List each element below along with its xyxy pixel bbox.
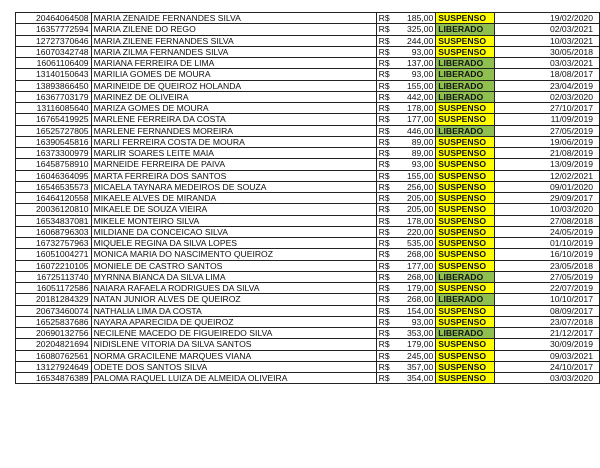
amount-cell — [376, 69, 436, 80]
date-cell: 19/06/2019 — [495, 136, 600, 147]
date-cell: 11/09/2019 — [495, 114, 600, 125]
name-cell: MIQUELE REGINA DA SILVA LOPES — [91, 238, 376, 249]
date-cell: 19/02/2020 — [495, 13, 600, 24]
amount-value: 357,00 — [406, 361, 434, 372]
status-cell: SUSPENSO — [436, 305, 495, 316]
name-cell: MARILIA GOMES DE MOURA — [91, 69, 376, 80]
id-cell: 20036120810 — [16, 204, 92, 215]
amount-cell — [376, 181, 436, 192]
date-cell: 12/02/2021 — [495, 170, 600, 181]
table-row — [16, 91, 600, 102]
date-cell: 09/03/2021 — [495, 350, 600, 361]
id-cell: 13116085640 — [16, 103, 92, 114]
currency-symbol: R$ — [378, 46, 390, 57]
amount-value: 205,00 — [406, 193, 434, 204]
amount-cell — [376, 46, 436, 57]
amount-cell — [376, 193, 436, 204]
currency-symbol: R$ — [378, 125, 390, 136]
amount-value: 179,00 — [406, 339, 434, 350]
amount-value: 268,00 — [406, 294, 434, 305]
id-cell: 16464120558 — [16, 193, 92, 204]
currency-symbol: R$ — [378, 283, 390, 294]
amount-cell — [376, 148, 436, 159]
amount-cell — [376, 339, 436, 350]
status-cell: SUSPENSO — [436, 238, 495, 249]
name-cell: MYRNNA BIANCA DA SILVA LIMA — [91, 271, 376, 282]
currency-symbol: R$ — [378, 350, 390, 361]
name-cell: MICAELA TAYNARA MEDEIROS DE SOUZA — [91, 181, 376, 192]
name-cell: NIDISLENE VITORIA DA SILVA SANTOS — [91, 339, 376, 350]
amount-value: 178,00 — [406, 215, 434, 226]
table-row — [16, 148, 600, 159]
date-cell: 03/03/2021 — [495, 58, 600, 69]
amount-value: 268,00 — [406, 271, 434, 282]
table-row — [16, 24, 600, 35]
amount-value: 89,00 — [411, 136, 434, 147]
currency-symbol: R$ — [378, 170, 390, 181]
table-row — [16, 226, 600, 237]
amount-cell — [376, 125, 436, 136]
amount-value: 93,00 — [411, 69, 434, 80]
table-row — [16, 328, 600, 339]
status-cell: SUSPENSO — [436, 35, 495, 46]
date-cell: 22/07/2019 — [495, 283, 600, 294]
amount-value: 178,00 — [406, 103, 434, 114]
status-cell: SUSPENSO — [436, 13, 495, 24]
table-row — [16, 361, 600, 372]
currency-symbol: R$ — [378, 35, 390, 46]
date-cell: 30/09/2019 — [495, 339, 600, 350]
date-cell: 27/08/2018 — [495, 215, 600, 226]
amount-cell — [376, 316, 436, 327]
date-cell: 24/10/2017 — [495, 361, 600, 372]
id-cell: 20204821694 — [16, 339, 92, 350]
name-cell: NAYARA APARECIDA DE QUEIROZ — [91, 316, 376, 327]
currency-symbol: R$ — [378, 24, 390, 35]
amount-cell — [376, 238, 436, 249]
amount-cell — [376, 373, 436, 384]
amount-value: 245,00 — [406, 350, 434, 361]
amount-cell — [376, 249, 436, 260]
currency-symbol: R$ — [378, 103, 390, 114]
date-cell: 24/05/2019 — [495, 226, 600, 237]
table-row — [16, 159, 600, 170]
currency-symbol: R$ — [378, 114, 390, 125]
status-cell: SUSPENSO — [436, 46, 495, 57]
status-cell: LIBERADO — [436, 125, 495, 136]
currency-symbol: R$ — [378, 193, 390, 204]
name-cell: MIKAELE ALVES DE MIRANDA — [91, 193, 376, 204]
name-cell: MARIZA GOMES DE MOURA — [91, 103, 376, 114]
currency-symbol: R$ — [378, 215, 390, 226]
amount-value: 325,00 — [406, 24, 434, 35]
table-row — [16, 249, 600, 260]
date-cell: 01/10/2019 — [495, 238, 600, 249]
name-cell: ODETE DOS SANTOS SILVA — [91, 361, 376, 372]
amount-cell — [376, 215, 436, 226]
table-row — [16, 35, 600, 46]
amount-cell — [376, 58, 436, 69]
table-row — [16, 339, 600, 350]
date-cell: 16/10/2019 — [495, 249, 600, 260]
id-cell: 16373300979 — [16, 148, 92, 159]
name-cell: MARNEIDE FERREIRA DE PAIVA — [91, 159, 376, 170]
date-cell: 21/12/2017 — [495, 328, 600, 339]
status-cell: SUSPENSO — [436, 148, 495, 159]
currency-symbol: R$ — [378, 294, 390, 305]
amount-value: 155,00 — [406, 170, 434, 181]
table-row — [16, 46, 600, 57]
date-cell: 10/03/2020 — [495, 204, 600, 215]
table-row — [16, 13, 600, 24]
status-cell: SUSPENSO — [436, 103, 495, 114]
date-cell: 29/09/2017 — [495, 193, 600, 204]
date-cell: 27/05/2019 — [495, 125, 600, 136]
id-cell: 13127924649 — [16, 361, 92, 372]
currency-symbol: R$ — [378, 339, 390, 350]
id-cell: 16068796303 — [16, 226, 92, 237]
id-cell: 16525837686 — [16, 316, 92, 327]
id-cell: 16051004271 — [16, 249, 92, 260]
table-row — [16, 294, 600, 305]
status-cell: SUSPENSO — [436, 114, 495, 125]
amount-cell — [376, 204, 436, 215]
status-cell: SUSPENSO — [436, 215, 495, 226]
name-cell: MARINEIDE DE QUEIROZ HOLANDA — [91, 80, 376, 91]
amount-value: 220,00 — [406, 226, 434, 237]
currency-symbol: R$ — [378, 249, 390, 260]
amount-value: 244,00 — [406, 35, 434, 46]
id-cell: 16534837081 — [16, 215, 92, 226]
date-cell: 13/09/2019 — [495, 159, 600, 170]
amount-value: 177,00 — [406, 114, 434, 125]
status-cell: SUSPENSO — [436, 204, 495, 215]
date-cell: 23/07/2018 — [495, 316, 600, 327]
status-cell: LIBERADO — [436, 328, 495, 339]
id-cell: 16534876389 — [16, 373, 92, 384]
table-row — [16, 69, 600, 80]
currency-symbol: R$ — [378, 80, 390, 91]
id-cell: 16357772594 — [16, 24, 92, 35]
status-cell: SUSPENSO — [436, 226, 495, 237]
status-cell: SUSPENSO — [436, 373, 495, 384]
id-cell: 16458758910 — [16, 159, 92, 170]
name-cell: MARIA ZILENE DO REGO — [91, 24, 376, 35]
currency-symbol: R$ — [378, 69, 390, 80]
name-cell: MARIA ZILMA FERNANDES SILVA — [91, 46, 376, 57]
id-cell: 16546535573 — [16, 181, 92, 192]
id-cell: 16725113740 — [16, 271, 92, 282]
table-row — [16, 305, 600, 316]
status-cell: SUSPENSO — [436, 159, 495, 170]
currency-symbol: R$ — [378, 58, 390, 69]
name-cell: MILDIANE DA CONCEICAO SILVA — [91, 226, 376, 237]
date-cell: 02/03/2020 — [495, 91, 600, 102]
amount-cell — [376, 80, 436, 91]
table-row — [16, 204, 600, 215]
amount-cell — [376, 226, 436, 237]
currency-symbol: R$ — [378, 226, 390, 237]
amount-cell — [376, 305, 436, 316]
currency-symbol: R$ — [378, 204, 390, 215]
status-cell: LIBERADO — [436, 271, 495, 282]
amount-value: 155,00 — [406, 80, 434, 91]
table-row — [16, 283, 600, 294]
status-cell: SUSPENSO — [436, 249, 495, 260]
name-cell: MIKELE MONTEIRO SILVA — [91, 215, 376, 226]
amount-cell — [376, 350, 436, 361]
status-cell: SUSPENSO — [436, 170, 495, 181]
amount-cell — [376, 271, 436, 282]
table-row — [16, 181, 600, 192]
amount-cell — [376, 260, 436, 271]
table-body — [16, 13, 600, 384]
amount-value: 93,00 — [411, 159, 434, 170]
currency-symbol: R$ — [378, 91, 390, 102]
amount-value: 89,00 — [411, 148, 434, 159]
status-cell: SUSPENSO — [436, 260, 495, 271]
currency-symbol: R$ — [378, 260, 390, 271]
amount-cell — [376, 24, 436, 35]
currency-symbol: R$ — [378, 136, 390, 147]
currency-symbol: R$ — [378, 13, 390, 24]
amount-cell — [376, 136, 436, 147]
name-cell: MONIELE DE CASTRO SANTOS — [91, 260, 376, 271]
table-row — [16, 80, 600, 91]
name-cell: NATAN JUNIOR ALVES DE QUEIROZ — [91, 294, 376, 305]
amount-value: 93,00 — [411, 46, 434, 57]
id-cell: 16051172586 — [16, 283, 92, 294]
table-row — [16, 260, 600, 271]
currency-symbol: R$ — [378, 148, 390, 159]
status-cell: LIBERADO — [436, 294, 495, 305]
name-cell: MARIA ZENAIDE FERNANDES SILVA — [91, 13, 376, 24]
date-cell: 27/10/2017 — [495, 103, 600, 114]
amount-cell — [376, 159, 436, 170]
amount-cell — [376, 91, 436, 102]
amount-value: 93,00 — [411, 316, 434, 327]
amount-value: 354,00 — [406, 373, 434, 384]
status-cell: LIBERADO — [436, 58, 495, 69]
table-row — [16, 373, 600, 384]
date-cell: 23/04/2019 — [495, 80, 600, 91]
name-cell: MIKAELE DE SOUZA VIEIRA — [91, 204, 376, 215]
name-cell: MONICA MARIA DO NASCIMENTO QUEIROZ — [91, 249, 376, 260]
amount-cell — [376, 283, 436, 294]
amount-cell — [376, 361, 436, 372]
table-row — [16, 170, 600, 181]
id-cell: 20464064508 — [16, 13, 92, 24]
name-cell: MARLI FERREIRA COSTA DE MOURA — [91, 136, 376, 147]
id-cell: 16525727805 — [16, 125, 92, 136]
table-row — [16, 136, 600, 147]
status-cell: LIBERADO — [436, 80, 495, 91]
id-cell: 20181284329 — [16, 294, 92, 305]
id-cell: 20690132756 — [16, 328, 92, 339]
amount-value: 177,00 — [406, 260, 434, 271]
name-cell: NAIARA RAFAELA RODRIGUES DA SILVA — [91, 283, 376, 294]
status-cell: SUSPENSO — [436, 361, 495, 372]
id-cell: 16072210105 — [16, 260, 92, 271]
id-cell: 16367703179 — [16, 91, 92, 102]
name-cell: MARLIR SOARES LEITE MAIA — [91, 148, 376, 159]
name-cell: NATHALIA LIMA DA COSTA — [91, 305, 376, 316]
id-cell: 16765419925 — [16, 114, 92, 125]
table-row — [16, 316, 600, 327]
date-cell: 10/10/2017 — [495, 294, 600, 305]
date-cell: 21/08/2019 — [495, 148, 600, 159]
currency-symbol: R$ — [378, 316, 390, 327]
name-cell: MARTA FERREIRA DOS SANTOS — [91, 170, 376, 181]
status-cell: LIBERADO — [436, 24, 495, 35]
status-cell: SUSPENSO — [436, 339, 495, 350]
date-cell: 30/05/2018 — [495, 46, 600, 57]
table-row — [16, 58, 600, 69]
date-cell: 23/05/2018 — [495, 260, 600, 271]
name-cell: MARIANA FERREIRA DE LIMA — [91, 58, 376, 69]
table-row — [16, 125, 600, 136]
amount-value: 137,00 — [406, 58, 434, 69]
status-cell: LIBERADO — [436, 69, 495, 80]
amount-cell — [376, 13, 436, 24]
table-row — [16, 271, 600, 282]
name-cell: MARLENE FERNANDES MOREIRA — [91, 125, 376, 136]
amount-value: 185,00 — [406, 13, 434, 24]
id-cell: 12727370646 — [16, 35, 92, 46]
id-cell: 13140150643 — [16, 69, 92, 80]
amount-value: 535,00 — [406, 238, 434, 249]
id-cell: 13893866450 — [16, 80, 92, 91]
amount-value: 154,00 — [406, 305, 434, 316]
table-row — [16, 215, 600, 226]
name-cell: PALOMA RAQUEL LUIZA DE ALMEIDA OLIVEIRA — [91, 373, 376, 384]
table-row — [16, 193, 600, 204]
amount-value: 442,00 — [406, 91, 434, 102]
date-cell: 18/08/2017 — [495, 69, 600, 80]
table-row — [16, 238, 600, 249]
currency-symbol: R$ — [378, 361, 390, 372]
currency-symbol: R$ — [378, 328, 390, 339]
status-cell: LIBERADO — [436, 91, 495, 102]
status-cell: SUSPENSO — [436, 181, 495, 192]
date-cell: 09/01/2020 — [495, 181, 600, 192]
beneficiary-table — [15, 12, 600, 384]
status-cell: SUSPENSO — [436, 350, 495, 361]
amount-cell — [376, 114, 436, 125]
status-cell: SUSPENSO — [436, 136, 495, 147]
id-cell: 16061106409 — [16, 58, 92, 69]
currency-symbol: R$ — [378, 271, 390, 282]
date-cell: 03/03/2020 — [495, 373, 600, 384]
table-row — [16, 103, 600, 114]
date-cell: 08/09/2017 — [495, 305, 600, 316]
amount-cell — [376, 294, 436, 305]
table-row — [16, 114, 600, 125]
currency-symbol: R$ — [378, 373, 390, 384]
amount-cell — [376, 328, 436, 339]
id-cell: 16046364095 — [16, 170, 92, 181]
amount-value: 256,00 — [406, 181, 434, 192]
name-cell: NORMA GRACILENE MARQUES VIANA — [91, 350, 376, 361]
id-cell: 16390545816 — [16, 136, 92, 147]
currency-symbol: R$ — [378, 238, 390, 249]
amount-value: 446,00 — [406, 125, 434, 136]
date-cell: 10/03/2021 — [495, 35, 600, 46]
status-cell: SUSPENSO — [436, 193, 495, 204]
amount-value: 205,00 — [406, 204, 434, 215]
id-cell: 16080762561 — [16, 350, 92, 361]
currency-symbol: R$ — [378, 159, 390, 170]
amount-cell — [376, 35, 436, 46]
date-cell: 02/03/2021 — [495, 24, 600, 35]
name-cell: NECILENE MACEDO DE FIGUEIREDO SILVA — [91, 328, 376, 339]
status-cell: SUSPENSO — [436, 283, 495, 294]
amount-cell — [376, 170, 436, 181]
date-cell: 27/05/2019 — [495, 271, 600, 282]
name-cell: MARLENE FERREIRA DA COSTA — [91, 114, 376, 125]
name-cell: MARIA ZILENE FERNANDES SILVA — [91, 35, 376, 46]
amount-value: 353,00 — [406, 328, 434, 339]
id-cell: 20673460074 — [16, 305, 92, 316]
id-cell: 16070342748 — [16, 46, 92, 57]
currency-symbol: R$ — [378, 181, 390, 192]
amount-cell — [376, 103, 436, 114]
name-cell: MARINEZ DE OLIVEIRA — [91, 91, 376, 102]
id-cell: 16732757963 — [16, 238, 92, 249]
table-row — [16, 350, 600, 361]
amount-value: 179,00 — [406, 283, 434, 294]
status-cell: SUSPENSO — [436, 316, 495, 327]
amount-value: 268,00 — [406, 249, 434, 260]
currency-symbol: R$ — [378, 305, 390, 316]
